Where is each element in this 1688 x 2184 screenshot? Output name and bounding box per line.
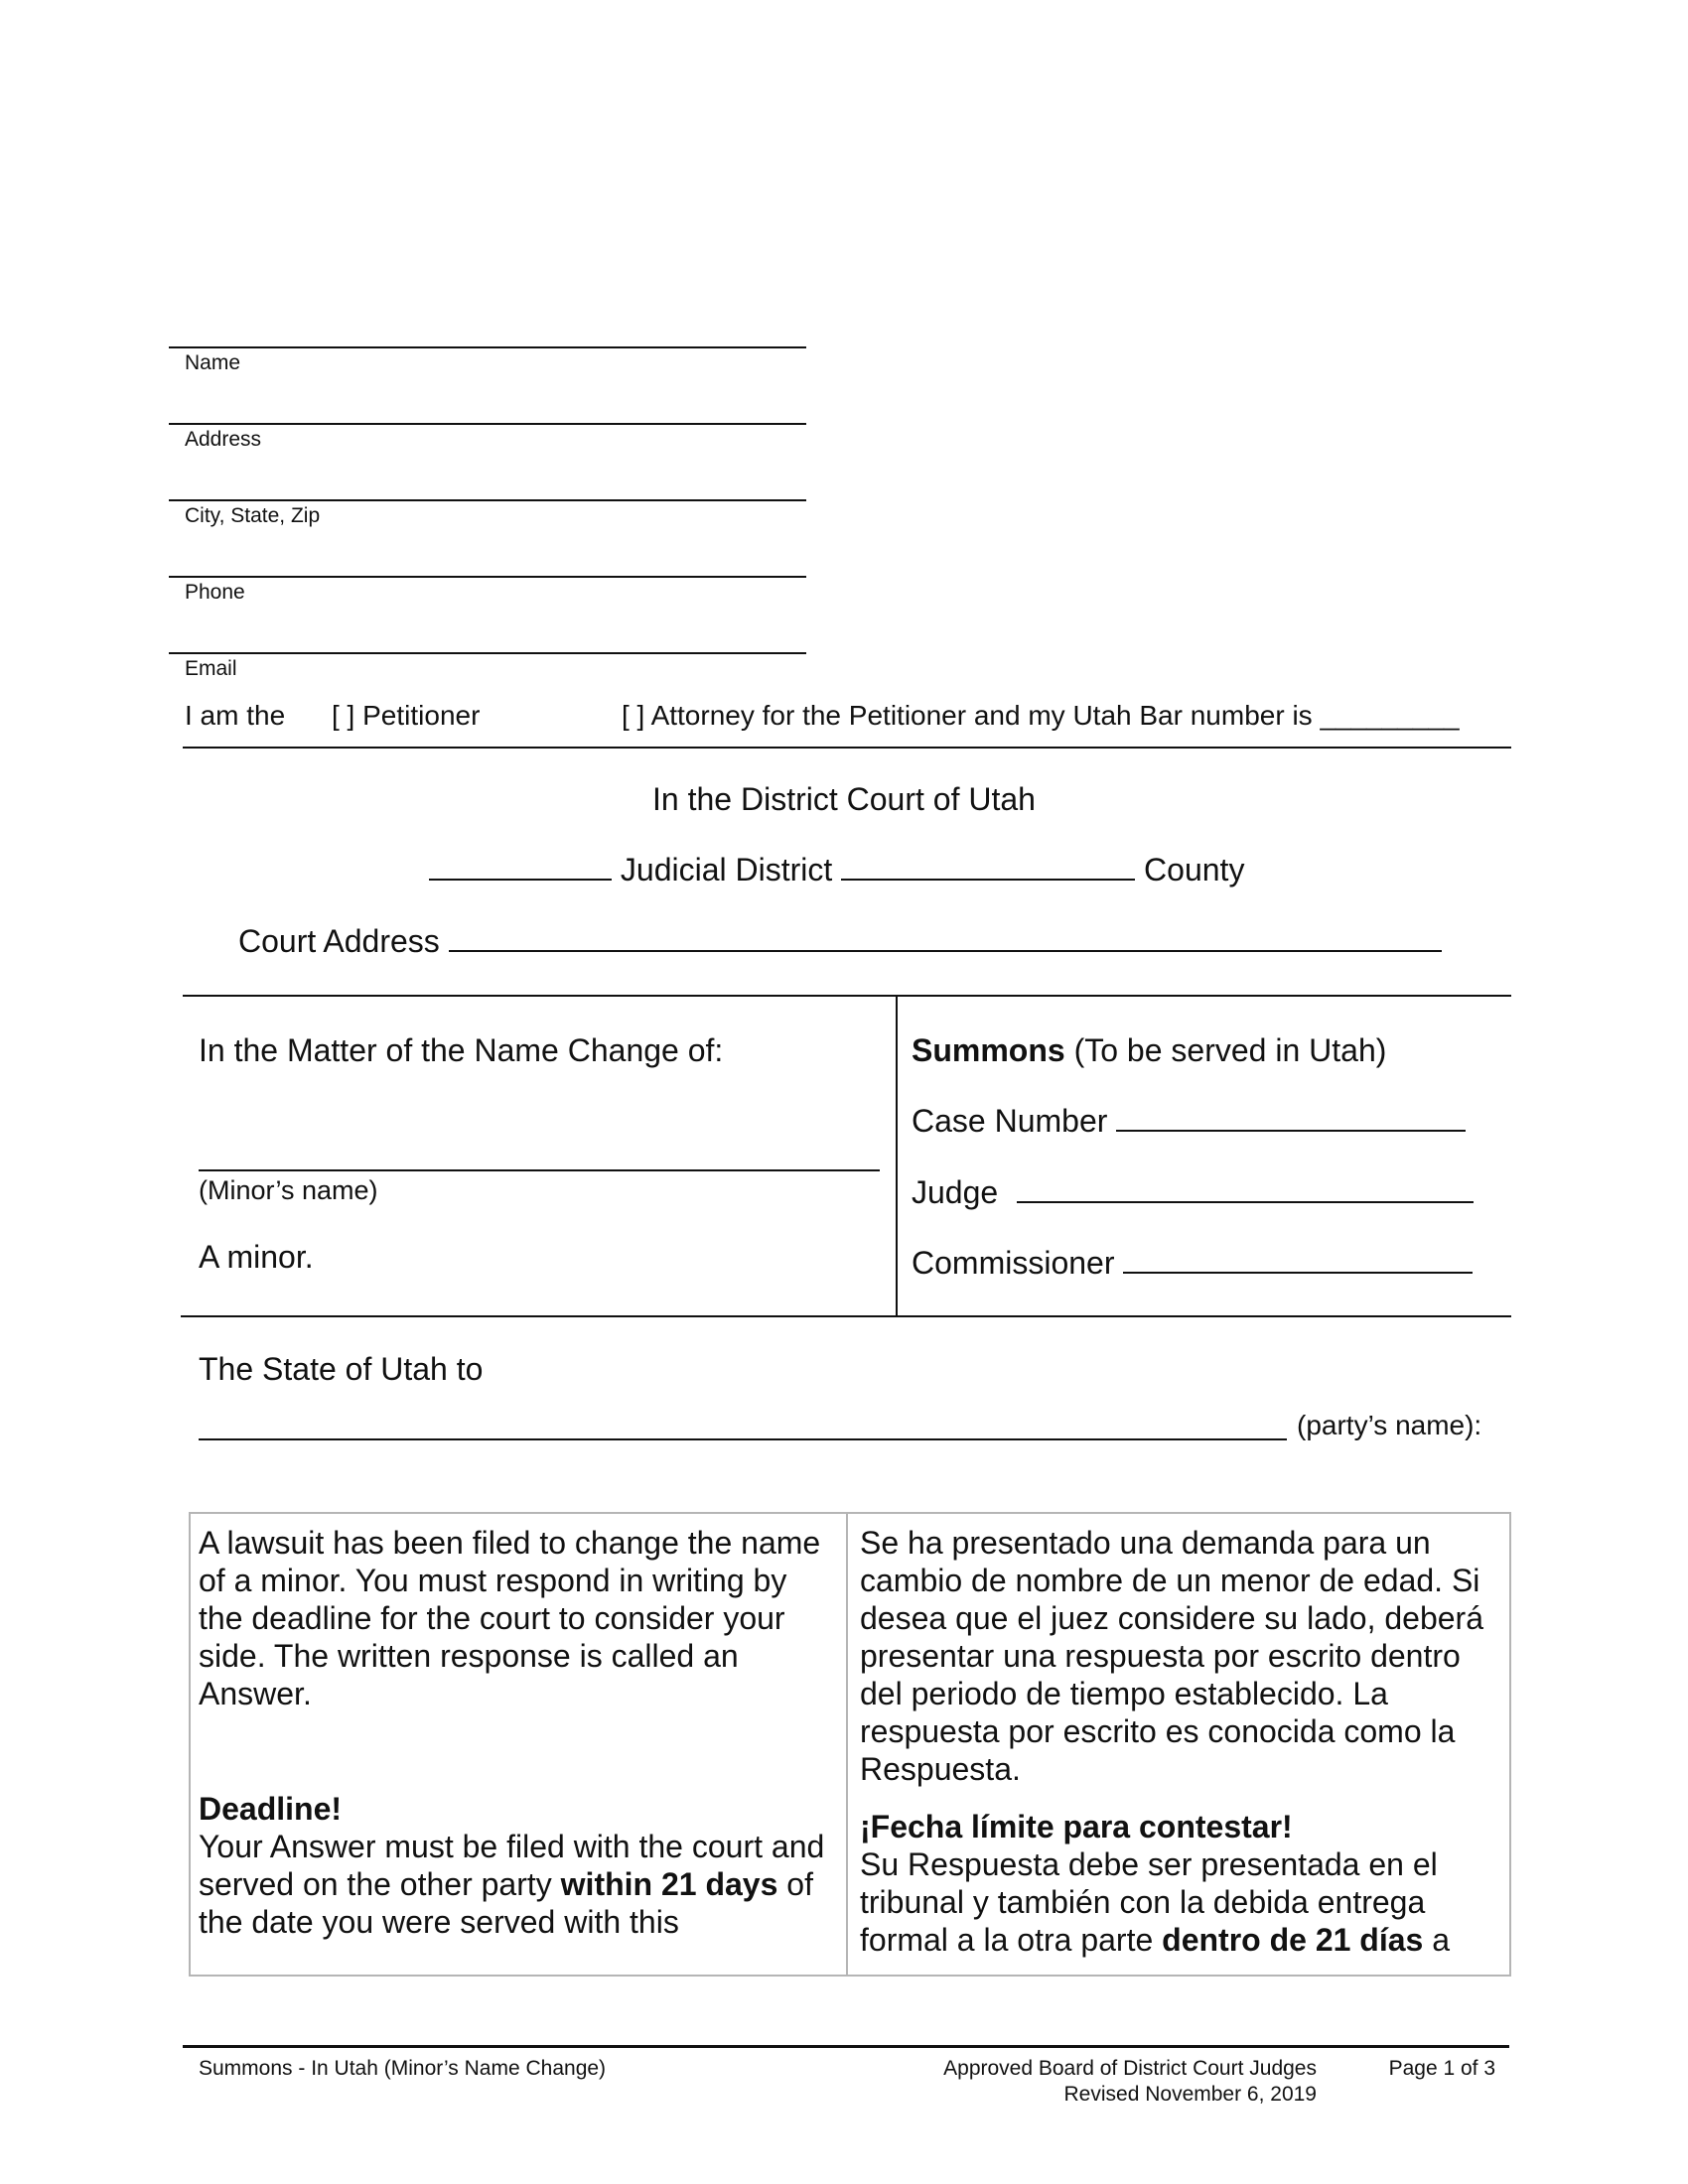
caption-vertical-rule	[896, 995, 898, 1316]
caption-bottom-rule	[181, 1315, 1511, 1317]
city-state-zip-label: City, State, Zip	[185, 504, 321, 527]
district-number-blank[interactable]	[429, 879, 612, 881]
party-name-label: (party’s name):	[1297, 1410, 1482, 1440]
footer-form-title: Summons - In Utah (Minor’s Name Change)	[199, 2057, 607, 2080]
summons-heading	[912, 1032, 1386, 1069]
address-line[interactable]	[169, 423, 806, 425]
court-address-line	[238, 923, 1442, 960]
notice-english	[199, 1524, 838, 1941]
judge-label: Judge	[912, 1174, 999, 1210]
footer-rule	[183, 2045, 1509, 2048]
court-address-label: Court Address	[238, 923, 440, 959]
spanish-deadline-bold: dentro de 21 días	[1162, 1922, 1424, 1958]
phone-line[interactable]	[169, 576, 806, 578]
footer-revised: Revised November 6, 2019	[1063, 2083, 1317, 2106]
english-intro: A lawsuit has been filed to change the name of a minor. You must respond in writing by the deadline for the court to consider your side. The written response is called an Answer.	[199, 1525, 821, 1711]
case-number-label: Case Number	[912, 1103, 1108, 1139]
county-blank[interactable]	[841, 879, 1135, 881]
judicial-district-line	[429, 852, 1244, 888]
summons-subtitle: (To be served in Utah)	[1073, 1032, 1387, 1068]
english-deadline-title: Deadline!	[199, 1791, 343, 1827]
address-label: Address	[185, 428, 262, 451]
english-deadline-bold: within 21 days	[560, 1866, 778, 1902]
a-minor-text: A minor.	[199, 1239, 314, 1275]
minor-name-label: (Minor’s name)	[199, 1175, 378, 1205]
name-label: Name	[185, 351, 241, 374]
spanish-deadline-text: Su Respuesta debe ser presentada en el tribunal y también con la debida entrega formal a la otra parte dentro de 21 días a	[860, 1846, 1451, 1958]
notice-spanish	[860, 1524, 1503, 1959]
email-label: Email	[185, 657, 237, 680]
phone-label: Phone	[185, 581, 245, 604]
minor-name-line[interactable]	[199, 1169, 880, 1171]
summons-title: Summons	[912, 1032, 1065, 1068]
spanish-intro: Se ha presentado una demanda para un cambio de nombre de un menor de edad. Si desea que el juez considere su lado, deberá presentar una respuesta por escrito dentro del periodo de tiempo establecido. La respuesta por escrito es conocida como la Respuesta.	[860, 1525, 1483, 1787]
party-name-line[interactable]	[199, 1438, 1287, 1440]
footer-approved: Approved Board of District Court Judges	[943, 2057, 1317, 2080]
judicial-district-label: Judicial District	[620, 852, 833, 887]
judge-blank[interactable]	[1017, 1201, 1474, 1203]
commissioner-blank[interactable]	[1123, 1272, 1473, 1274]
role-prefix: I am the	[185, 700, 286, 731]
notice-table-divider	[846, 1512, 848, 1977]
divider	[183, 747, 1511, 749]
name-line[interactable]	[169, 346, 806, 348]
english-deadline-text: Your Answer must be filed with the court and served on the other party within 21 days of the date you were served with this	[199, 1829, 825, 1940]
matter-title: In the Matter of the Name Change of:	[199, 1032, 724, 1068]
county-label: County	[1144, 852, 1245, 887]
case-number-blank[interactable]	[1116, 1130, 1466, 1132]
caption-top-rule	[183, 995, 1511, 997]
commissioner-label: Commissioner	[912, 1245, 1115, 1281]
attorney-checkbox[interactable]: [ ] Attorney for the Petitioner and my Utah Bar number is _________	[622, 700, 1460, 731]
city-state-zip-line[interactable]	[169, 499, 806, 501]
email-line[interactable]	[169, 652, 806, 654]
case-number-line	[912, 1103, 1466, 1140]
state-to-text: The State of Utah to	[199, 1351, 484, 1387]
petitioner-checkbox[interactable]: [ ] Petitioner	[332, 700, 481, 731]
court-address-blank[interactable]	[449, 950, 1442, 952]
judge-line	[912, 1174, 1474, 1211]
spanish-deadline-title: ¡Fecha límite para contestar!	[860, 1809, 1293, 1844]
court-title: In the District Court of Utah	[652, 781, 1036, 817]
footer-page-number: Page 1 of 3	[1388, 2057, 1495, 2080]
commissioner-line	[912, 1245, 1473, 1282]
